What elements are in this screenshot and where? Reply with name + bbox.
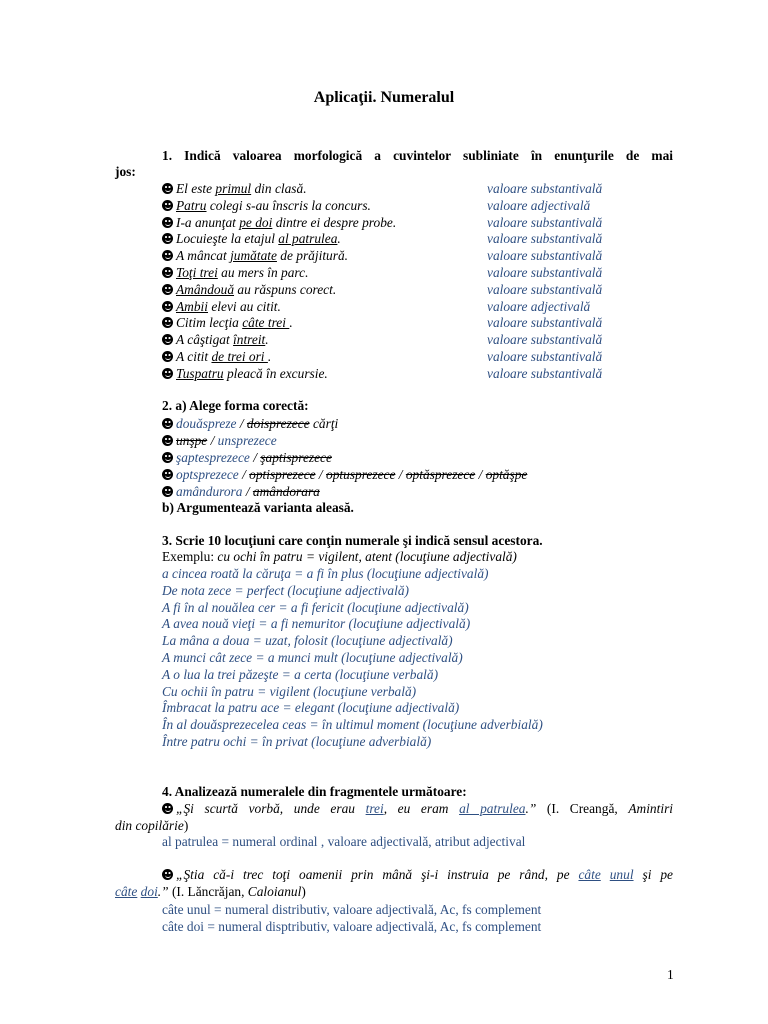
- separator: /: [242, 484, 253, 499]
- separator: /: [236, 416, 247, 431]
- ex3-answer: Cu ochii în patru = vigilent (locuţiune verbală): [162, 684, 417, 699]
- correct-form: amândurora: [176, 484, 243, 499]
- quote-text: „Şi scurtă vorbă, unde erau: [176, 801, 366, 816]
- ex1-item: [162, 215, 396, 231]
- underlined-numeral: câte: [115, 884, 138, 899]
- ex3-heading: 3. Scrie 10 locuţiuni care conţin numerale şi indică sensul acestora.: [162, 533, 543, 548]
- example-label: Exemplu:: [162, 549, 218, 564]
- ex1-item: [162, 315, 293, 331]
- underlined-word: pe doi: [239, 215, 273, 230]
- ex1-answer: valoare substantivală: [487, 332, 603, 347]
- underlined-word: Ambii: [176, 299, 208, 314]
- sentence-part: din clasă.: [251, 181, 307, 196]
- separator: /: [238, 467, 250, 482]
- wrong-form: amândorara: [252, 484, 320, 499]
- ex1-item: [162, 332, 269, 348]
- correct-form: unsprezece: [217, 433, 277, 448]
- ex4-q2-answer-1: câte unul = numeral distributiv, valoare adjectivală, Ac, fs complement: [162, 902, 542, 917]
- separator: /: [249, 450, 261, 465]
- wrong-form: şaptisprezece: [260, 450, 332, 465]
- wrong-form: optusprezece: [326, 467, 396, 482]
- ex4-q2-line2: [115, 884, 306, 900]
- underlined-numeral: doi: [140, 884, 158, 899]
- quote-text: şi pe: [633, 867, 673, 882]
- ex1-answer: valoare substantivală: [487, 349, 603, 364]
- sentence-part: au răspuns corect.: [234, 282, 337, 297]
- source-text: (I. Creangă,: [536, 801, 629, 816]
- ex2-line-1: [162, 416, 338, 432]
- sentence-part: dintre ei despre probe.: [272, 215, 397, 230]
- wrong-form: doisprezece: [246, 416, 310, 431]
- quote-text: .”: [157, 884, 169, 899]
- correct-form: douăspreze: [176, 416, 237, 431]
- bullet-smiley-icon: [162, 250, 173, 261]
- underlined-numeral: trei: [365, 801, 384, 816]
- ex1-answer: valoare substantivală: [487, 366, 603, 381]
- underlined-word: jumătate: [230, 248, 277, 263]
- bullet-smiley-icon: [162, 183, 173, 194]
- ex1-answer: valoare substantivală: [487, 248, 603, 263]
- ex3-answer: La mâna a doua = uzat, folosit (locuţiune adjectivală): [162, 633, 453, 648]
- ex4-q2-line1: [162, 867, 673, 883]
- source-text: ): [301, 884, 306, 899]
- underlined-numeral: al patrulea: [459, 801, 526, 816]
- ex1-answer: valoare substantivală: [487, 265, 603, 280]
- correct-form: optsprezece: [176, 467, 239, 482]
- underlined-numeral: unul: [609, 867, 634, 882]
- ex3-answer: În al douăsprezecelea ceas = în ultimul moment (locuţiune adverbială): [162, 717, 543, 732]
- sentence-part: de prăjitură.: [276, 248, 348, 263]
- bullet-smiley-icon: [162, 486, 173, 497]
- sentence-part: .: [289, 315, 293, 330]
- ex1-item: [162, 198, 371, 214]
- ex1-item: [162, 265, 308, 281]
- underlined-numeral: câte: [578, 867, 601, 882]
- bullet-smiley-icon: [162, 418, 173, 429]
- wrong-form: optăsprezece: [405, 467, 476, 482]
- bullet-smiley-icon: [162, 301, 173, 312]
- ex1-answer: valoare substantivală: [487, 282, 603, 297]
- bullet-smiley-icon: [162, 452, 173, 463]
- ex3-answer: Între patru ochi = în privat (locuţiune adverbială): [162, 734, 432, 749]
- underlined-word: Amândouă: [176, 282, 235, 297]
- underlined-word: primul: [215, 181, 252, 196]
- source-text: (I. Lăncrăjan,: [168, 884, 248, 899]
- ex3-answer: De nota zece = perfect (locuţiune adjectivală): [162, 583, 410, 598]
- source-title: Caloianul: [247, 884, 302, 899]
- separator: /: [475, 467, 486, 482]
- ex1-answer: valoare adjectivală: [487, 198, 591, 213]
- ex2-heading-b: b) Argumentează varianta aleasă.: [162, 500, 354, 515]
- ex1-heading: 1. Indică valoarea morfologică a cuvintelor subliniate în enunţurile de mai: [162, 148, 673, 163]
- ex4-heading: 4. Analizează numeralele din fragmentele următoare:: [162, 784, 467, 799]
- wrong-form: optisprezece: [249, 467, 316, 482]
- ex1-item: [162, 299, 281, 315]
- source-title: din copilărie: [115, 818, 184, 833]
- separator: /: [207, 433, 218, 448]
- ex1-answer: valoare substantivală: [487, 315, 603, 330]
- bullet-smiley-icon: [162, 217, 173, 228]
- ex1-item: [162, 181, 307, 197]
- correct-form: şaptesprezece: [176, 450, 250, 465]
- ex1-answer: valoare substantivală: [487, 181, 603, 196]
- quote-text: , eu eram: [383, 801, 460, 816]
- ex3-answer: Îmbracat la patru ace = elegant (locuţiune adjectivală): [162, 700, 460, 715]
- underlined-word: câte trei: [242, 315, 290, 330]
- ex1-answer: valoare adjectivală: [487, 299, 591, 314]
- ex4-q2-answer-2: câte doi = numeral disptributiv, valoare adjectivală, Ac, fs complement: [162, 919, 542, 934]
- ex1-item: [162, 366, 328, 382]
- source-title: Amintiri: [628, 801, 673, 816]
- bullet-smiley-icon: [162, 284, 173, 295]
- bullet-smiley-icon: [162, 200, 173, 211]
- space: [601, 867, 610, 882]
- sentence-part: pleacă în excursie.: [223, 366, 328, 381]
- sentence-part: A citit: [176, 349, 212, 364]
- sentence-part: A mâncat: [176, 248, 231, 263]
- ex3-answer: A o lua la trei păzeşte = a certa (locuţiune verbală): [162, 667, 439, 682]
- ex1-item: [162, 349, 271, 365]
- ex3-answer: A fi în al nouălea cer = a fi fericit (locuţiune adjectivală): [162, 600, 469, 615]
- bullet-smiley-icon: [162, 267, 173, 278]
- bullet-smiley-icon: [162, 803, 173, 814]
- sentence-part: .: [267, 349, 272, 364]
- bullet-smiley-icon: [162, 334, 173, 345]
- ex3-answer: A avea nouă vieţi = a fi nemuritor (locuţiune adjectivală): [162, 616, 471, 631]
- separator: /: [395, 467, 406, 482]
- ex4-q1-line1: [162, 801, 673, 817]
- underlined-word: Tuspatru: [176, 366, 224, 381]
- ex3-answer: a cincea roată la căruţa = a fi în plus (locuţiune adjectivală): [162, 566, 489, 581]
- ex4-q1-answer: al patrulea = numeral ordinal , valoare adjectivală, atribut adjectival: [162, 834, 526, 849]
- ex3-answer: A munci cât zece = a munci mult (locuţiune adjectivală): [162, 650, 463, 665]
- sentence-part: A câştigat: [176, 332, 234, 347]
- ex1-item: [162, 248, 348, 264]
- ex4-q1-line2: [115, 818, 188, 834]
- example-text: cu ochi în patru = vigilent, atent (locuţiune adjectivală): [217, 549, 517, 564]
- bullet-smiley-icon: [162, 368, 173, 379]
- underlined-word: întreit: [233, 332, 266, 347]
- bullet-smiley-icon: [162, 869, 173, 880]
- line-tail: cărţi: [309, 416, 339, 431]
- sentence-part: Citim lecţia: [176, 315, 243, 330]
- underlined-word: de trei ori: [211, 349, 268, 364]
- ex1-item: [162, 282, 336, 298]
- ex2-heading-a: 2. a) Alege forma corectă:: [162, 398, 309, 413]
- ex1-answer: valoare substantivală: [487, 215, 603, 230]
- wrong-form: optăşpe: [485, 467, 528, 482]
- sentence-part: .: [337, 231, 341, 246]
- sentence-part: Locuieşte la etajul: [176, 231, 279, 246]
- bullet-smiley-icon: [162, 435, 173, 446]
- ex2-line-2: [162, 433, 277, 449]
- sentence-part: El este: [176, 181, 216, 196]
- ex1-heading-cont: jos:: [115, 164, 136, 179]
- sentence-part: .: [265, 332, 269, 347]
- ex1-item: [162, 231, 341, 247]
- ex2-line-5: [162, 484, 320, 500]
- source-text: ): [183, 818, 189, 833]
- sentence-part: au mers în parc.: [217, 265, 309, 280]
- quote-text: .”: [525, 801, 537, 816]
- bullet-smiley-icon: [162, 469, 173, 480]
- ex2-line-4: [162, 467, 527, 483]
- ex2-line-3: [162, 450, 332, 466]
- sentence-part: elevi au citit.: [208, 299, 281, 314]
- separator: /: [315, 467, 326, 482]
- underlined-word: Toţi trei: [176, 265, 218, 280]
- wrong-form: unşpe: [176, 433, 208, 448]
- bullet-smiley-icon: [162, 233, 173, 244]
- page-title: Aplicaţii. Numeralul: [313, 89, 455, 106]
- quote-text: „Ştia că-i trec toţi oamenii prin mână şi-i instruia pe rând, pe: [176, 867, 579, 882]
- underlined-word: Patru: [176, 198, 207, 213]
- sentence-part: I-a anunţat: [176, 215, 240, 230]
- underlined-word: al patrulea: [278, 231, 338, 246]
- bullet-smiley-icon: [162, 351, 173, 362]
- ex1-answer: valoare substantivală: [487, 231, 603, 246]
- bullet-smiley-icon: [162, 317, 173, 328]
- ex3-example: [162, 549, 517, 565]
- page-number: 1: [667, 967, 674, 982]
- sentence-part: colegi s-au înscris la concurs.: [206, 198, 371, 213]
